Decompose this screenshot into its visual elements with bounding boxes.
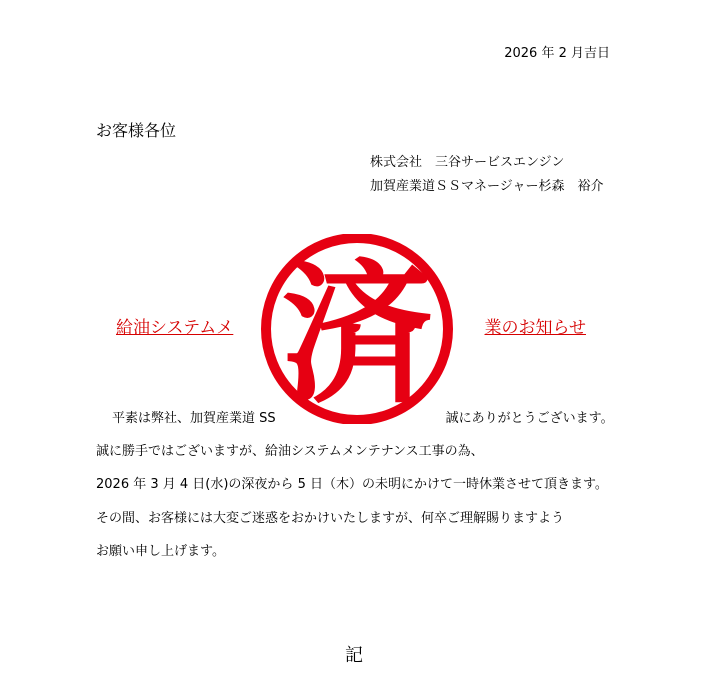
title-right-part: 業のお知らせ: [484, 318, 586, 338]
stamp-character: 済: [281, 248, 433, 422]
body-line-4: その間、お客様には大変ご迷惑をおかけいたしますが、何卒ご理解賜りますよう: [96, 511, 565, 526]
ki-heading: 記: [345, 645, 363, 666]
body-line-1-left: 平素は弊社、加賀産業道 SS: [112, 411, 276, 426]
title-left-part: 給油システムメ: [116, 318, 234, 338]
completed-stamp: [242, 234, 472, 424]
body-line-5: お願い申し上げます。: [96, 544, 225, 559]
body-line-1-right: 誠にありがとうございます。: [445, 411, 614, 426]
body-line-2: 誠に勝手ではございますが、給油システムメンテナンス工事の為、: [96, 444, 484, 459]
body-line-3: 2026 年 3 月 4 日(水)の深夜から 5 日（木）の未明にかけて一時休業させて頂きます。: [96, 477, 608, 492]
document-date: 2026 年 2 月吉日: [504, 46, 610, 61]
sender-person: 加賀産業道ＳＳマネージャー杉森 裕介: [370, 179, 604, 194]
salutation: お客様各位: [96, 121, 177, 140]
sender-company: 株式会社 三谷サービスエンジン: [370, 155, 565, 170]
